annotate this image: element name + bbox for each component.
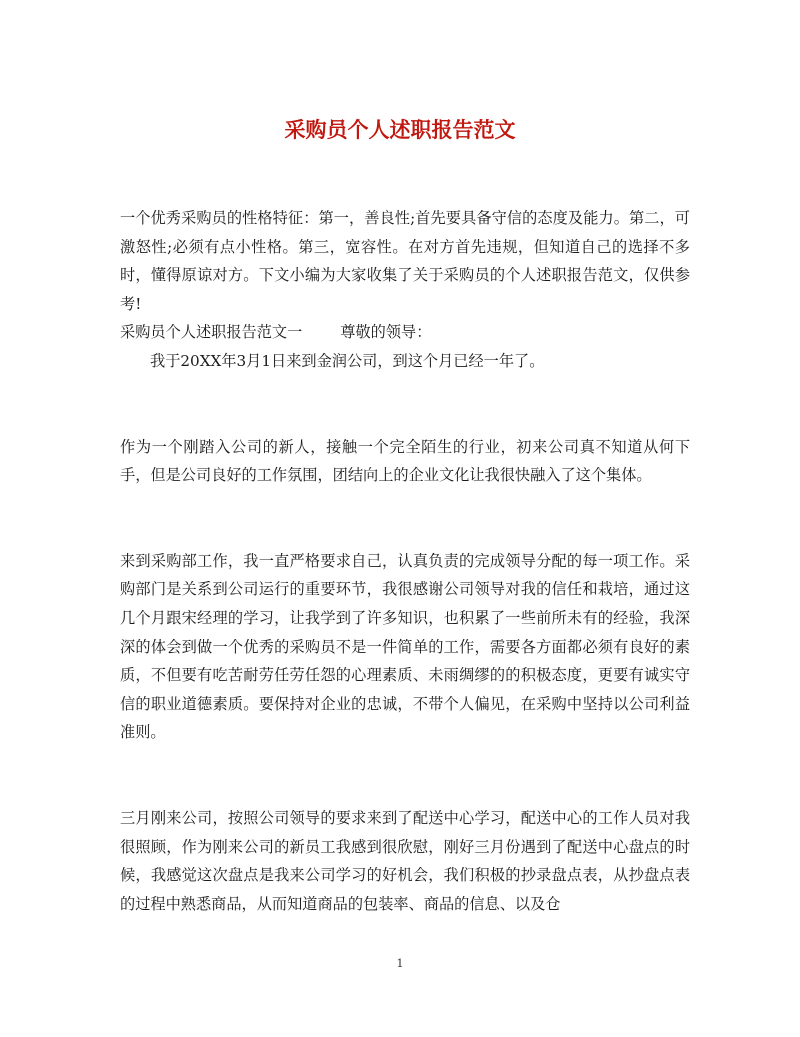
paragraph-2: 作为一个刚踏入公司的新人，接触一个完全陌生的行业，初来公司真不知道从何下手，但是公司良好的工作氛围，团结向上的企业文化让我很快融入了这个集体。 <box>120 437 690 485</box>
paragraph-1: 我于20XX年3月1日来到金润公司，到这个月已经一年了。 <box>150 351 545 370</box>
paragraph-gap <box>120 490 690 547</box>
paragraph-gap <box>120 747 690 804</box>
document-body <box>120 204 690 918</box>
salutation: 尊敬的领导： <box>340 323 432 342</box>
page-number: 1 <box>396 957 404 970</box>
report-subtitle: 采购员个人述职报告范文一 <box>120 323 303 342</box>
paragraph-3: 来到采购部工作，我一直严格要求自己，认真负责的完成领导分配的每一项工作。采购部门是关系到公司运行的重要环节，我很感谢公司领导对我的信任和栽培，通过这几个月跟宋经理的学习，让我学到了许多知识，也积累了一些前所未有的经验，我深深的体会到做一个优秀的采购员不是一件简单的工作，需要各方面都必须有良好的素质，不但要有吃苦耐劳任劳任怨的心理素质、未雨绸缪的的积极态度，更要有诚实守信的职业道德素质。要保持对企业的忠诚，不带个人偏见，在采购中坚持以公司利益准则。 <box>120 551 690 742</box>
document-title: 采购员个人述职报告范文 <box>284 117 516 142</box>
subtitle-line <box>120 318 690 347</box>
paragraph-4: 三月刚来公司，按照公司领导的要求来到了配送中心学习，配送中心的工作人员对我很照顾，作为刚来公司的新员工我感到很欣慰，刚好三月份遇到了配送中心盘点的时候，我感觉这次盘点是我来公司学习的好机会，我们积极的抄录盘点表，从抄盘点表的过程中熟悉商品，从而知道商品的包装率、商品的信息、以及仓 <box>120 808 690 913</box>
paragraph-gap <box>120 376 690 433</box>
intro-paragraph: 一个优秀采购员的性格特征：第一，善良性;首先要具备守信的态度及能力。第二，可激怒性;必须有点小性格。第三，宽容性。在对方首先违规，但知道自己的选择不多时，懂得原谅对方。下文小编为大家收集了关于采购员的个人述职报告范文，仅供参考! <box>120 209 690 313</box>
